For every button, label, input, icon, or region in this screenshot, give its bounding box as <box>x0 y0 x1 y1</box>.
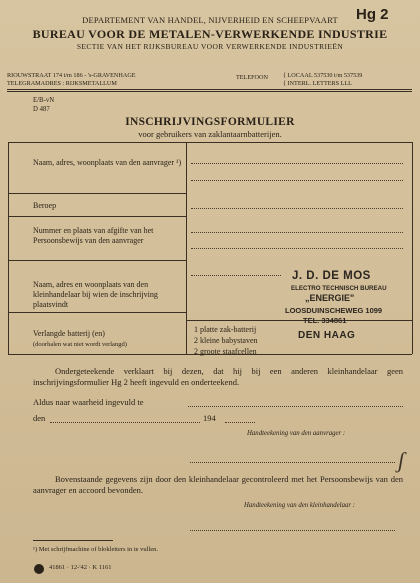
form-subtitle: voor gebruikers van zaklantaarnbatterijen. <box>138 129 282 139</box>
id-card-line-2[interactable] <box>191 248 403 249</box>
section-heading: SECTIE VAN HET RIJKSBUREAU VOOR VERWERKENDE INDUSTRIEËN <box>76 42 344 51</box>
department-heading: DEPARTEMENT VAN HANDEL, NIJVERHEID EN SCHEEPVAART <box>82 15 338 25</box>
stamp-phone: TEL. 334861 <box>303 316 347 325</box>
row-rule <box>8 260 186 261</box>
printer-logo <box>34 564 44 574</box>
battery-label: Verlangde batterij (en) <box>33 329 105 338</box>
signature-mark: ʃ <box>398 448 405 473</box>
bureau-heading: BUREAU VOOR DE METALEN-VERWERKENDE INDUSTRIE <box>32 27 388 41</box>
stamp-street: LOOSDUINSCHEWEG 1099 <box>285 306 383 315</box>
row-rule <box>8 312 186 313</box>
battery-note: (doorhalen wat niet wordt verlangd) <box>33 341 127 348</box>
footnote: ¹) Met schrijfmachine of blokletters in te vullen. <box>33 546 159 553</box>
dealer-signature-line[interactable] <box>190 530 395 531</box>
table-top-rule <box>8 142 412 143</box>
stamp-energie: „ENERGIE" <box>305 293 355 303</box>
header-rule <box>7 89 412 90</box>
date-line[interactable] <box>50 422 200 423</box>
place-line[interactable] <box>188 406 403 407</box>
label-dealer: Naam, adres en woonplaats van den kleinhandelaar bij wien de inschrijving plaatsvindt <box>33 280 158 309</box>
label-battery <box>33 329 183 350</box>
form-title: INSCHRIJVINGSFORMULIER <box>125 116 295 128</box>
label-profession: Beroep <box>33 201 57 210</box>
dealer-signature-label: Handteekening van den kleinhandelaar : <box>244 502 355 509</box>
applicant-name-line-1[interactable] <box>191 163 403 164</box>
table-left-border <box>8 142 9 354</box>
reference-code: E/B-vN <box>33 97 55 104</box>
table-right-border <box>412 142 413 354</box>
telephone-interlocal: { INTERL. LETTERS LLL <box>283 79 352 87</box>
date-year: 194 <box>203 413 216 423</box>
battery-option-3[interactable]: 2 groote staafcellen <box>194 347 257 356</box>
telephone-local: { LOCAAL 537530 t/m 537539 <box>283 72 363 79</box>
applicant-name-line-2[interactable] <box>191 180 403 181</box>
row-rule <box>186 320 412 321</box>
declaration-text: Ondergeteekende verklaart bij dezen, dat hij bij een anderen kleinhandelaar geen inschrijvingsformulier Hg 2 heeft ingevuld en onderteekend. <box>33 366 403 387</box>
reference-block <box>33 96 54 114</box>
address-line: RIOUWSTRAAT 174 t/m 186 - 's-GRAVENHAGE <box>7 72 136 79</box>
footnote-rule <box>33 540 113 541</box>
row-rule <box>8 193 186 194</box>
date-prefix: den <box>33 413 46 423</box>
reference-number: D 487 <box>33 106 50 113</box>
label-id-card: Nummer en plaats van afgifte van het Persoonsbewijs van den aanvrager <box>33 226 154 245</box>
telegram-address: TELEGRAMADRES : RIJKSMETALLUM <box>7 79 117 87</box>
label-applicant-name: Naam, adres, woonplaats van den aanvrager ¹) <box>33 158 182 167</box>
stamp-name: J. D. DE MOS <box>292 270 371 282</box>
header-rule-second <box>7 91 412 92</box>
address-block <box>7 72 136 87</box>
form-code: Hg 2 <box>356 6 389 23</box>
battery-option-1[interactable]: 1 platte zak-batterij <box>194 325 257 334</box>
telephone-block <box>283 72 362 87</box>
row-rule <box>8 216 186 217</box>
year-line[interactable] <box>225 422 255 423</box>
id-card-line-1[interactable] <box>191 232 403 233</box>
battery-option-2[interactable]: 2 kleine babystaven <box>194 336 258 345</box>
profession-line[interactable] <box>191 208 403 209</box>
dealer-check-text: Bovenstaande gegevens zijn door den kleinhandelaar gecontroleerd met het Persoonsbewijs van den aanvrager en accoord bevonden. <box>33 474 403 495</box>
print-code: 41861 · 12-'42 · K 1161 <box>49 564 112 571</box>
applicant-signature-line[interactable] <box>190 462 395 463</box>
stamp-company: ELECTRO TECHNISCH BUREAU <box>291 285 387 292</box>
truth-label: Aldus naar waarheid ingevuld te <box>33 397 144 407</box>
column-divider <box>186 142 187 354</box>
stamp-city: DEN HAAG <box>298 330 356 341</box>
dealer-line[interactable] <box>191 275 281 276</box>
telephone-label: TELEFOON <box>236 74 268 81</box>
applicant-signature-label: Handteekening van den aanvrager : <box>247 430 346 437</box>
